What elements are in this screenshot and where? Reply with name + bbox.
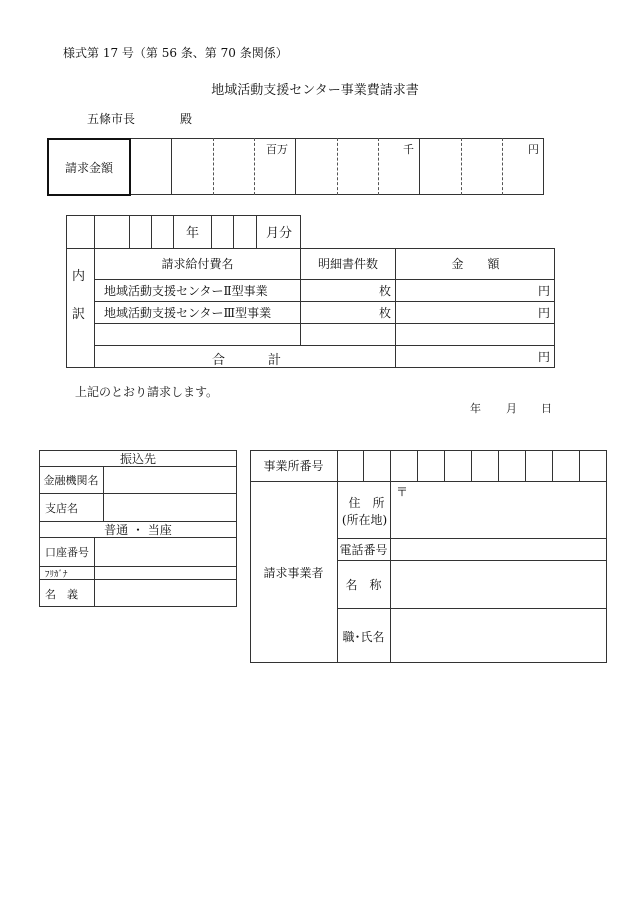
postal-mark: 〒 [396,485,409,499]
digit-divider [498,450,499,481]
row-2-count-unit: 枚 [378,306,391,320]
amount-label: 請求金額 [64,160,113,175]
branch-label: 支店名 [45,501,78,515]
digit-divider [213,138,214,195]
total-unit: 円 [537,350,550,364]
claimant-label: 請求事業者 [263,566,324,580]
month-label: 月分 [265,226,292,241]
digit-divider [378,138,379,195]
row-2-amount-unit: 円 [537,306,550,320]
account-type: 普通 ・ 当座 [104,523,172,537]
date-month: 月 [506,402,517,415]
divider [129,215,130,248]
date-day: 日 [541,402,552,415]
statement: 上記のとおり請求します。 [75,385,219,399]
holder-label: 名 義 [45,587,78,601]
digit-divider [471,450,472,481]
digit-divider [525,450,526,481]
digit-divider [579,450,580,481]
form-number: 様式第 17 号（第 56 条、第 70 条関係） [63,46,288,60]
office-number-label: 事業所番号 [263,459,324,473]
addressee: 五條市長 [87,112,136,126]
divider [103,466,104,521]
position-name-label: 職･氏名 [342,629,385,644]
side-label-2: 訳 [72,307,86,322]
date-year: 年 [470,402,481,415]
digit-divider [444,450,445,481]
row-1-name: 地域活動支援センターⅡ型事業 [104,284,268,298]
divider [211,215,212,248]
document-title: 地域活動支援センター事業費請求書 [211,83,419,98]
row-2-name: 地域活動支援センターⅢ型事業 [104,306,272,320]
header-amount: 金 額 [451,257,500,271]
divider [419,138,420,195]
header-item: 請求給付費名 [161,257,234,271]
phone-label: 電話番号 [339,543,388,557]
divider [390,481,391,663]
year-label: 年 [185,226,199,241]
row-1-amount-unit: 円 [537,284,550,298]
total-label-2: 計 [268,353,282,368]
furigana-label: ﾌﾘｶﾞﾅ [45,569,68,580]
digit-divider [337,138,338,195]
digit-divider [254,138,255,195]
divider [233,215,234,248]
total-label-1: 合 [212,353,226,368]
divider [66,215,67,368]
divider [295,138,296,195]
divider [151,215,152,248]
digit-divider [417,450,418,481]
row-line [94,323,555,324]
row-1-count-unit: 枚 [378,284,391,298]
divider [171,138,172,195]
honorific: 殿 [180,112,193,126]
unit-million: 百万 [266,143,288,156]
digit-divider [502,138,503,195]
bank-title: 振込先 [119,451,156,466]
bank-name-label: 金融機関名 [43,474,99,487]
digit-divider [552,450,553,481]
digit-divider [461,138,462,195]
name-label: 名 称 [345,578,382,592]
unit-thousand: 千 [403,143,414,156]
side-label-1: 内 [72,269,86,284]
address-label-1: 住 所 [348,496,385,510]
digit-divider [390,450,391,481]
digit-divider [363,450,364,481]
unit-yen: 円 [528,143,539,156]
header-count: 明細書件数 [317,257,378,271]
divider [94,537,95,607]
account-number-label: 口座番号 [45,546,89,559]
address-label-2: (所在地) [341,513,388,527]
